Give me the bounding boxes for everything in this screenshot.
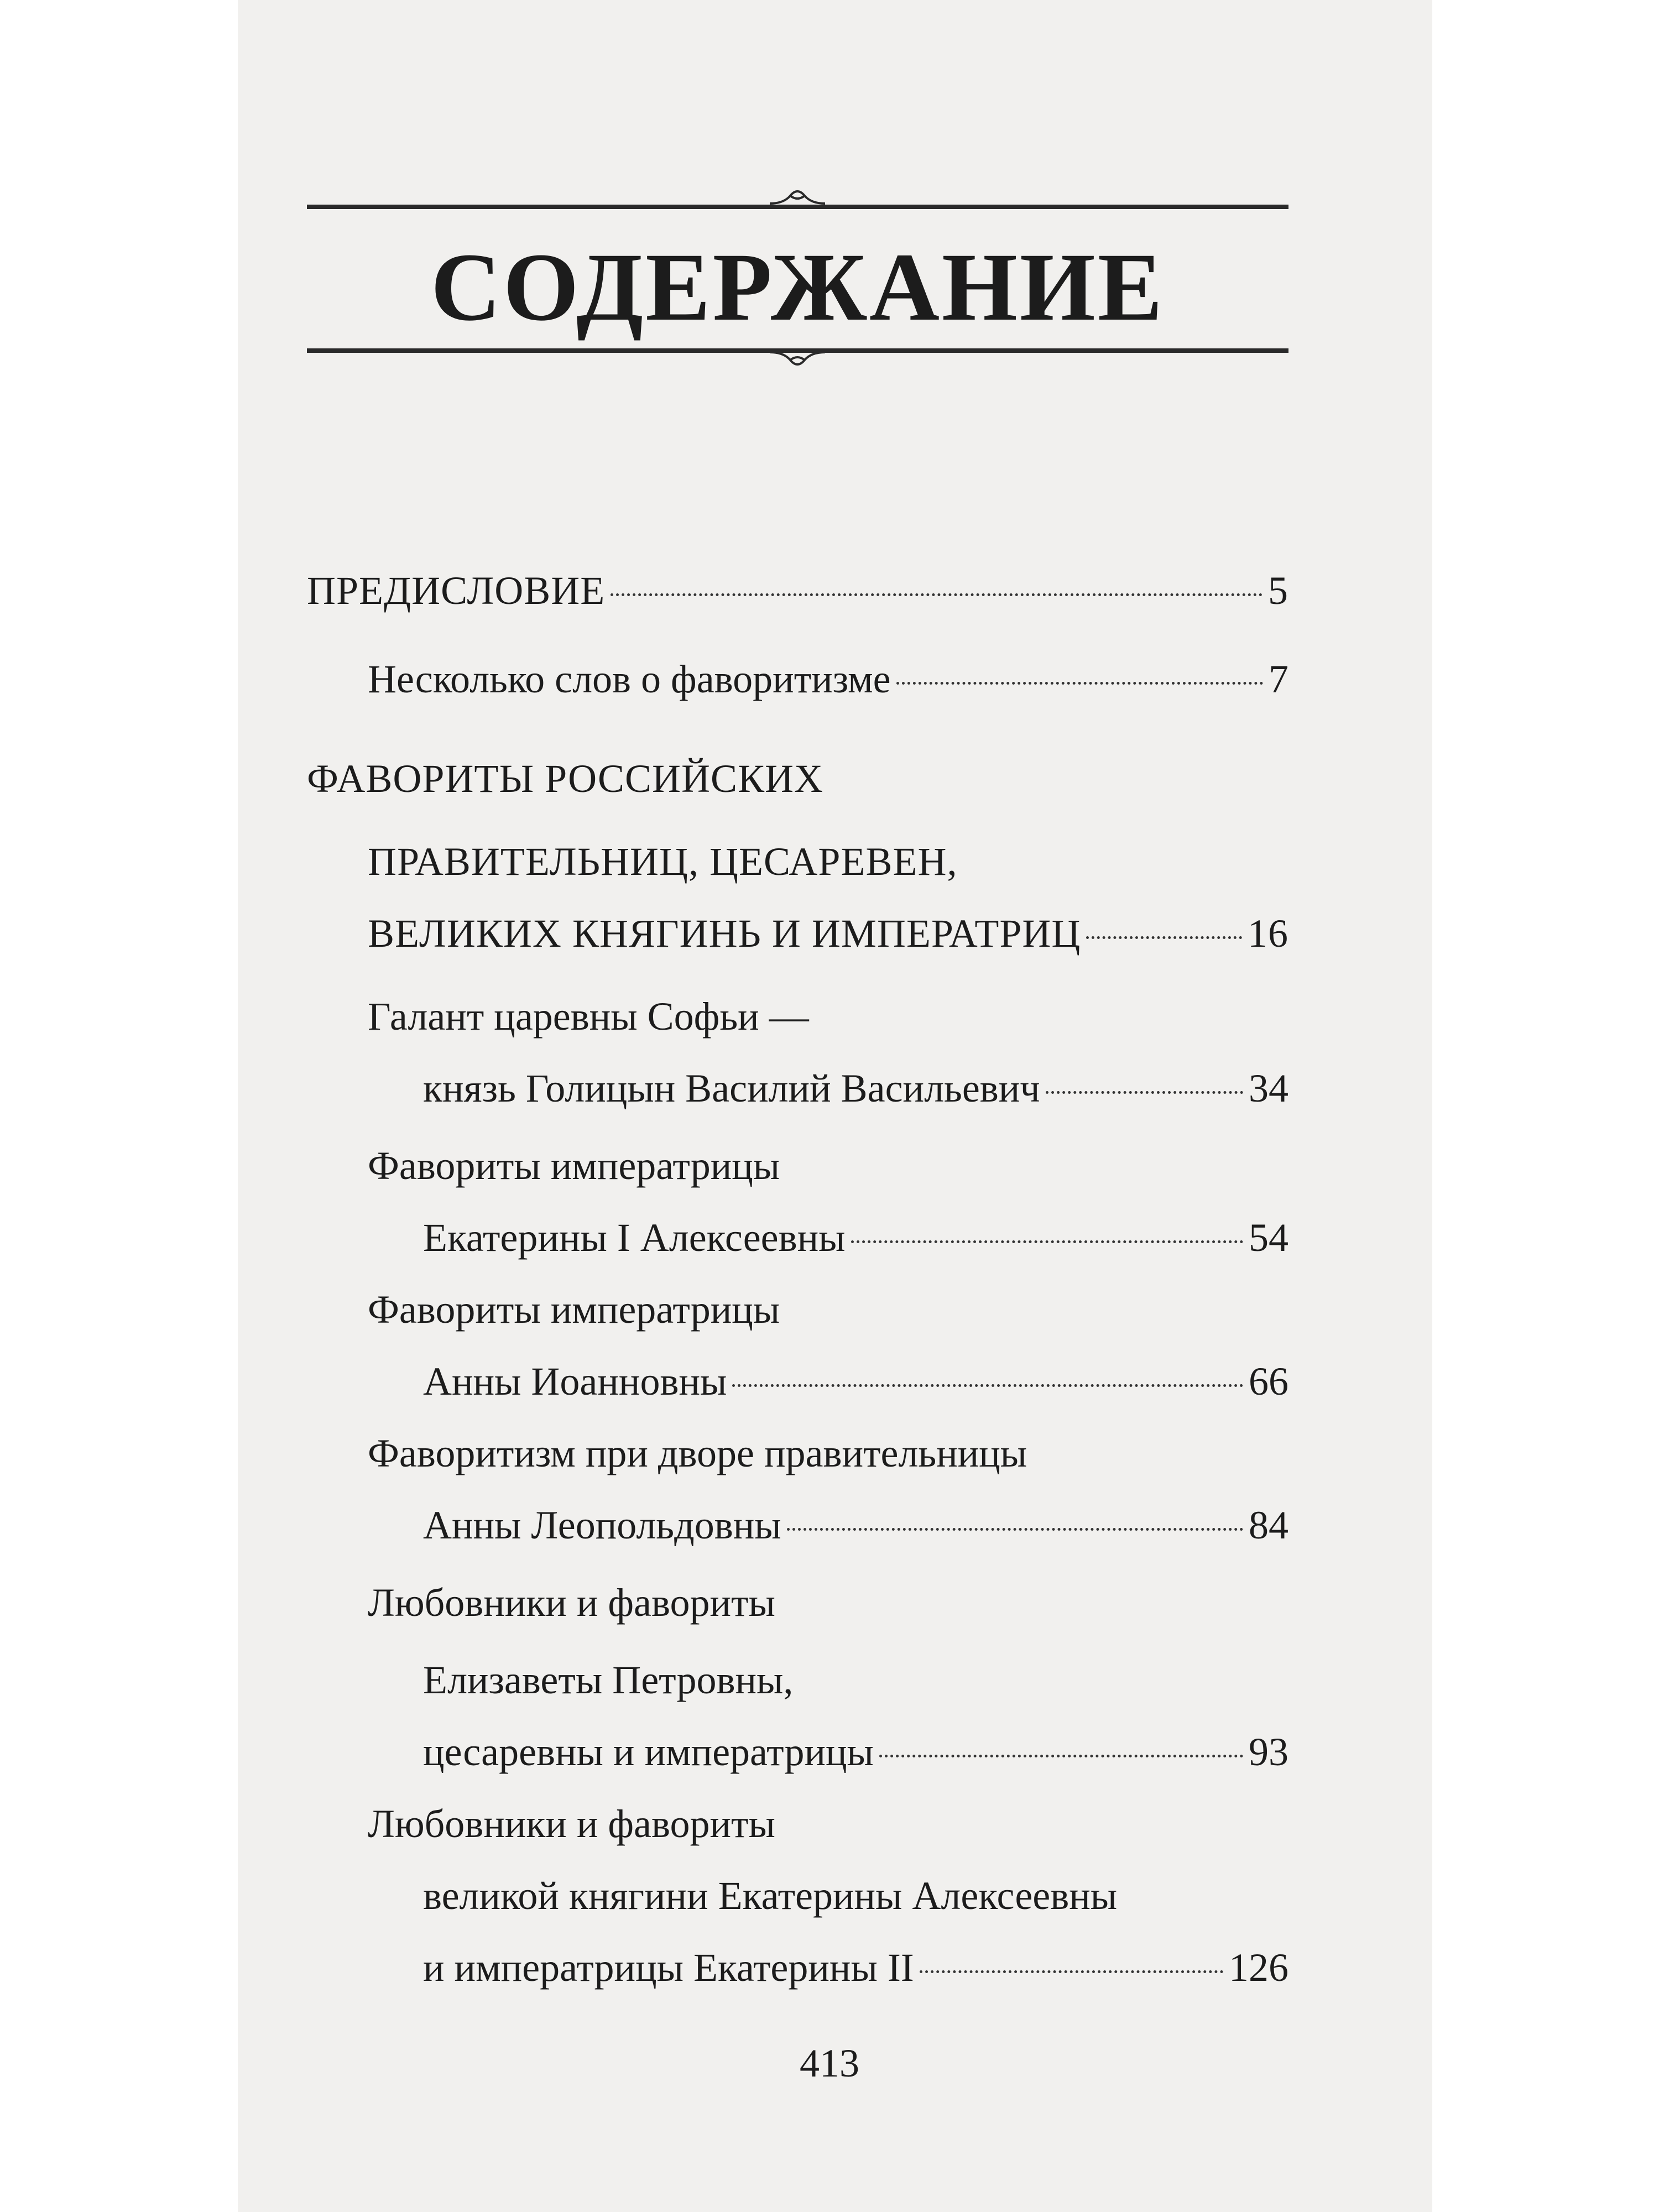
toc-page-number: 126 xyxy=(1229,1945,1288,1990)
toc-entry-label: цесаревны и императрицы xyxy=(423,1730,874,1774)
toc-entry-8[interactable] xyxy=(423,1725,1288,1778)
toc-page-number: 93 xyxy=(1249,1730,1288,1774)
toc-entry-5[interactable] xyxy=(423,1211,1288,1264)
toc-entry-label: Галант царевны Софьи — xyxy=(368,994,809,1039)
toc-entry-2[interactable] xyxy=(368,653,1288,706)
toc-entry-3-line-2 xyxy=(368,835,1288,888)
toc-page-number: 66 xyxy=(1249,1359,1288,1404)
toc-entry-label: князь Голицын Василий Васильевич xyxy=(423,1066,1040,1110)
dot-leader xyxy=(896,682,1263,685)
dot-leader xyxy=(1046,1091,1243,1094)
dot-leader xyxy=(732,1384,1243,1387)
page-title: СОДЕРЖАНИЕ xyxy=(430,233,1165,341)
toc-entry-label: Фавориты императрицы xyxy=(368,1144,780,1188)
toc-entry-label: и императрицы Екатерины II xyxy=(423,1945,914,1990)
ornament-bottom-icon xyxy=(767,351,828,373)
toc-entry-6[interactable] xyxy=(423,1355,1288,1408)
toc-entry-3-line-1 xyxy=(307,752,1288,805)
toc-entry-3[interactable] xyxy=(368,907,1288,960)
toc-entry-8-line-2 xyxy=(423,1653,1288,1707)
toc-entry-4[interactable] xyxy=(423,1062,1288,1115)
toc-entry-label: Екатерины I Алексеевны xyxy=(423,1215,846,1260)
toc-entry-label: Фавориты императрицы xyxy=(368,1287,780,1332)
toc-page-number: 34 xyxy=(1249,1066,1288,1110)
toc-entry-label: Елизаветы Петровны, xyxy=(423,1658,794,1702)
toc-entry-6-line-1 xyxy=(368,1283,1288,1336)
rule-top xyxy=(307,205,1288,209)
toc-entry-label: Несколько слов о фаворитизме xyxy=(368,657,891,701)
toc-page-number: 7 xyxy=(1269,657,1288,701)
toc-entry-label: Любовники и фавориты xyxy=(368,1580,775,1625)
toc-entry-1[interactable] xyxy=(307,564,1288,617)
toc-entry-5-line-1 xyxy=(368,1139,1288,1192)
dot-leader xyxy=(787,1528,1243,1531)
toc-entry-label: ФАВОРИТЫ РОССИЙСКИХ xyxy=(307,757,824,801)
toc-entry-label: ПРЕДИСЛОВИЕ xyxy=(307,568,606,613)
ornament-top-icon xyxy=(767,182,828,205)
toc-entry-7-line-1 xyxy=(368,1427,1288,1480)
toc-page-number: 5 xyxy=(1268,568,1288,613)
toc-entry-label: Анны Иоанновны xyxy=(423,1359,727,1404)
toc-entry-8-line-1 xyxy=(368,1576,1288,1629)
toc-entry-label: великой княгини Екатерины Алексеевны xyxy=(423,1874,1118,1918)
toc-entry-label: Анны Леопольдовны xyxy=(423,1503,781,1547)
dot-leader xyxy=(611,593,1262,596)
toc-page-number: 84 xyxy=(1249,1503,1288,1547)
toc-entry-label: ВЕЛИКИХ КНЯГИНЬ И ИМПЕРАТРИЦ xyxy=(368,911,1081,956)
toc-entry-label: Любовники и фавориты xyxy=(368,1802,775,1846)
toc-entry-9-line-1 xyxy=(368,1797,1288,1850)
title-block xyxy=(307,166,1288,398)
dot-leader xyxy=(879,1755,1243,1757)
toc-entry-9-line-2 xyxy=(423,1869,1288,1922)
toc-entry-9[interactable] xyxy=(423,1941,1288,1994)
dot-leader xyxy=(851,1240,1243,1243)
toc-entry-7[interactable] xyxy=(423,1499,1288,1552)
toc-entry-4-line-1 xyxy=(368,990,1288,1043)
toc-page-number: 16 xyxy=(1248,911,1288,956)
page-number: 413 xyxy=(800,2041,859,2085)
dot-leader xyxy=(920,1970,1223,1973)
toc-entry-label: Фаворитизм при дворе правительницы xyxy=(368,1431,1027,1475)
dot-leader xyxy=(1086,936,1242,939)
toc-entry-label: ПРАВИТЕЛЬНИЦ, ЦЕСАРЕВЕН, xyxy=(368,839,958,884)
toc-page-number: 54 xyxy=(1249,1215,1288,1260)
